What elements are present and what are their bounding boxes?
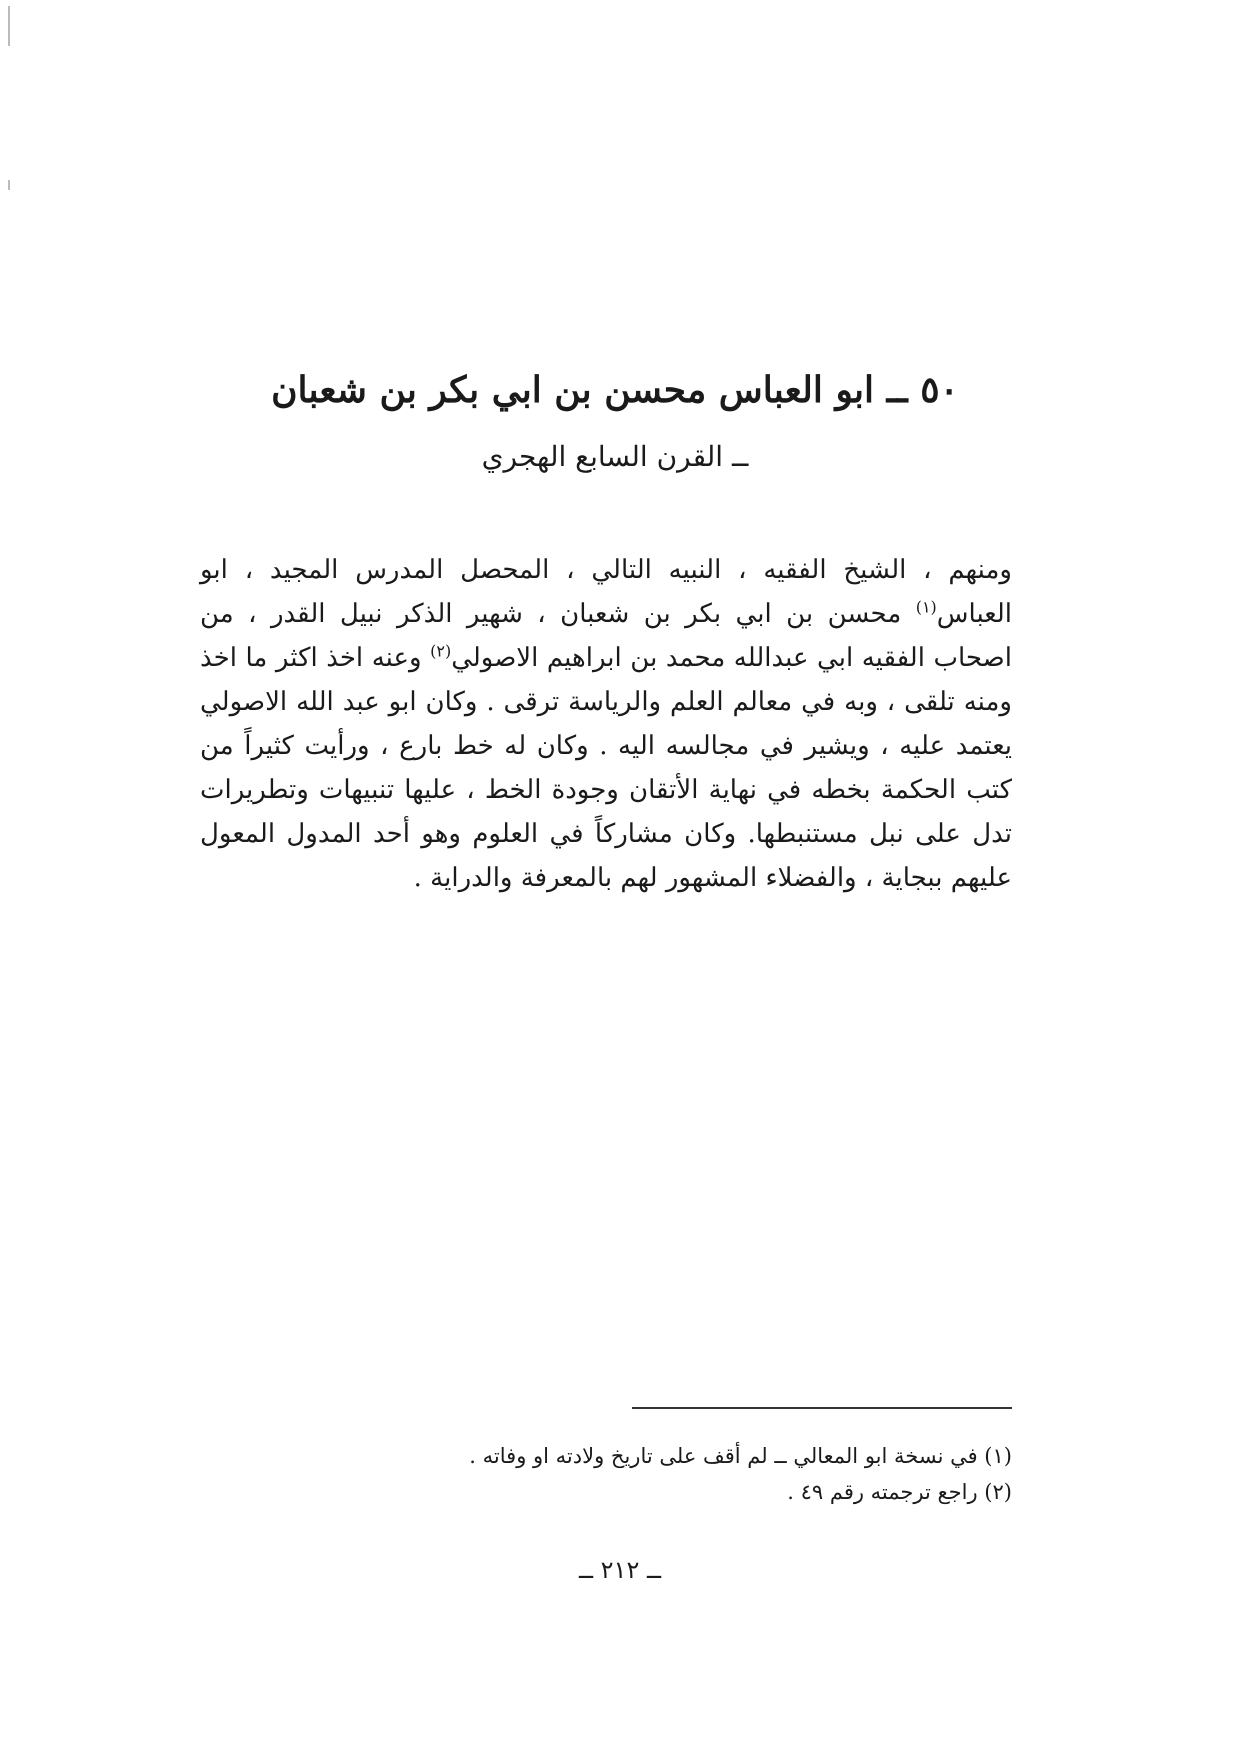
footnote-2: (٢) راجع ترجمته رقم ٤٩ . xyxy=(787,1480,1012,1504)
body-segment-3: وعنه اخذ اكثر ما اخذ ومنه تلقى ، وبه في معالم العلم والرياسة ترقى . وكان ابو عبد الله الاصولي يعتمد عليه ، ويشير في مجالسه اليه . وكان له خط بارع ، ورأيت كثيراً من كتب الحكمة بخطه في نهاية الأتقان وجودة الخط ، عليها تنبيهات وتطريرات تدل على نبل مستنبطها. وكان مشاركاً في العلوم وهو أحد المدول المعول عليهم ببجاية ، والفضلاء المشهور لهم بالمعرفة والدراية . xyxy=(200,643,1012,893)
entry-heading: ٥٠ ــ ابو العباس محسن بن ابي بكر بن شعبان xyxy=(271,369,959,412)
footnote-ref-2: (٢) xyxy=(430,641,452,661)
footnote-1: (١) في نسخة ابو المعالي ــ لم أقف على تاريخ ولادته او وفاته . xyxy=(469,1444,1012,1468)
biography-paragraph xyxy=(200,548,1012,900)
scan-artifact xyxy=(8,180,10,190)
page-number: ــ ٢١٢ ــ xyxy=(578,1556,662,1584)
footnotes xyxy=(200,1438,1012,1510)
footnote-ref-1: (١) xyxy=(915,597,937,617)
body-segment-1: ومنهم ، الشيخ الفقيه ، النبيه التالي ، المحصل المدرس المجيد ، ابو العباس xyxy=(200,555,1012,629)
entry-century: ــ القرن السابع الهجري xyxy=(481,440,749,473)
scan-artifact xyxy=(8,6,10,46)
footnote-divider xyxy=(632,1407,1012,1409)
body-segment-2: محسن بن ابي بكر بن شعبان ، شهير الذكر نبيل القدر ، من اصحاب الفقيه ابي عبدالله محمد بن ابراهيم الاصولي xyxy=(200,599,1012,673)
